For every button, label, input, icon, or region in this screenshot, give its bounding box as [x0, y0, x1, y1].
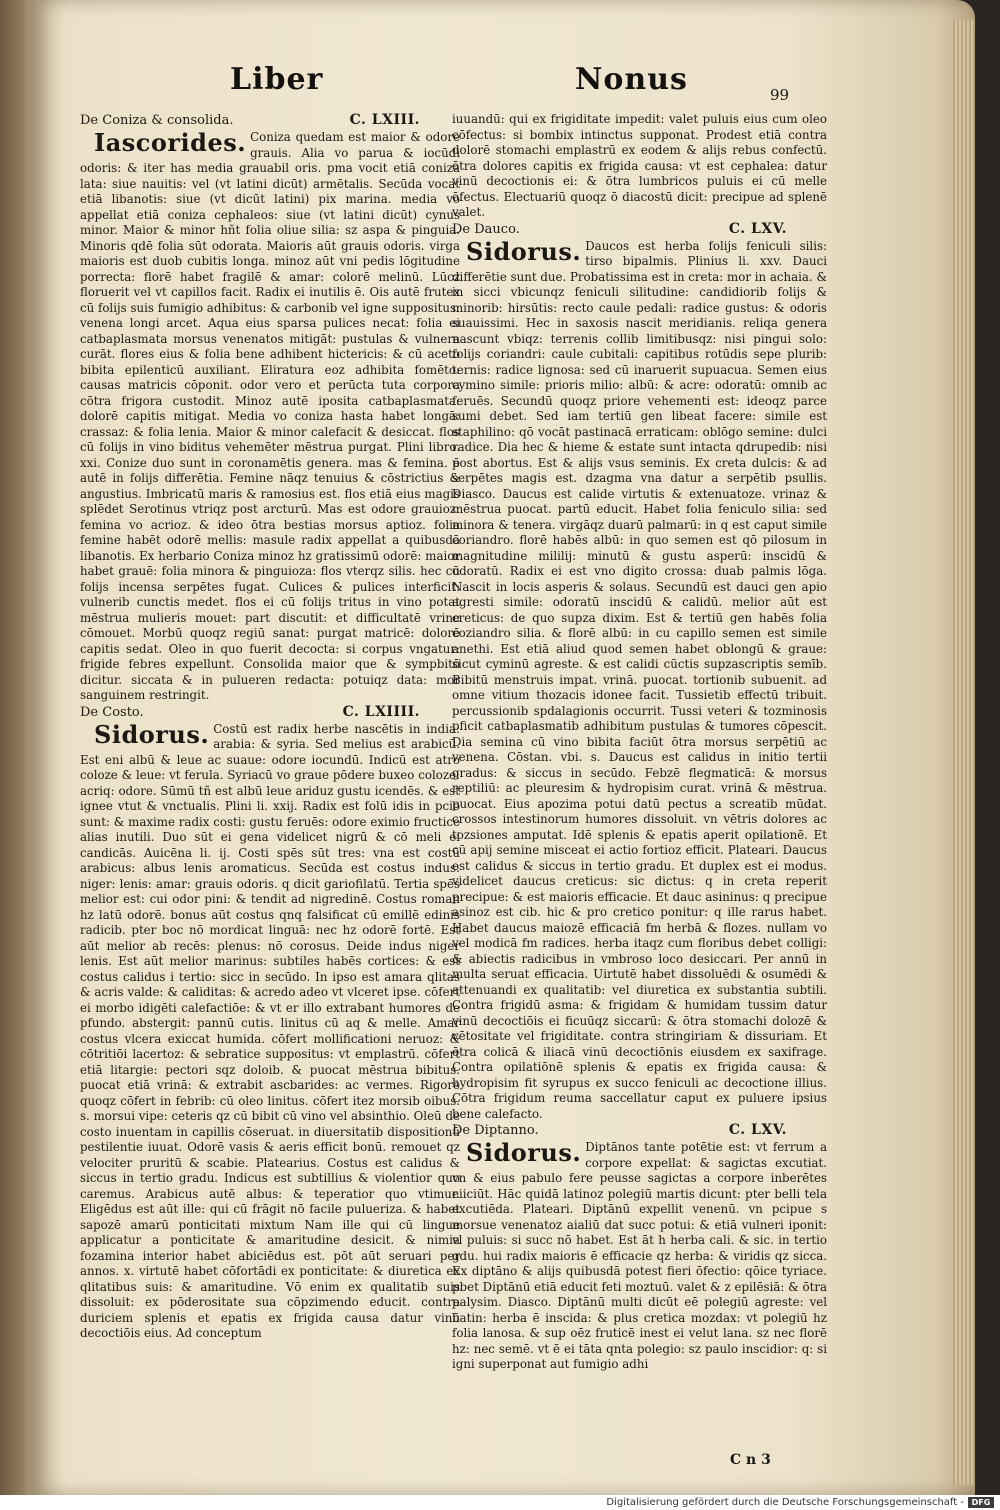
paragraph-text: Costū est radix herbe nascētis in india: arabia: & syria. Sed melius est arabicū. Est eni albū & leue ac suaue: odore iocundū. Indicū est atro coloze & leue: vt ferula. Syriacū vo graue pōdere buxeo coloze: acriq: odore. Sūmū tñ est albū leue ariduz gustu icendēs. & est ignee vtut & vnctualis. Plini li. xxij. Radix est folū idis in pcio sunt: & maxime radix costi: gustu feruēs: odore eximio fructice alias inutili. Duo sūt ei gena videlicet nigrū & cō meli ei candicās. Auicēna li. ij. Costi spēs sūt tres: vna est costū arabicus: albus lenis aromaticus. Secūda est costus indus: niger: lenis: amar: grauis odoris. q dicit gariofilatū. Tertia spēs melior est: cui odor pini: & tendit ad nigredinē. Costus roman hz latū odorē. bonus aūt costus qnq falsificat cū emillē edinis radicib. pter boc nō mordicat linguā: nec hz odorē fortē. Est aūt melior ab recēs: plenus: nō corosus. Deide indus niger lenis. Est aūt melior marinus: subtiles habēs cortices: & est costus calidus i tertio: sicc in secūdo. In ipso est amara qlitas & acris valde: & caliditas: & acredo adeo vt vlceret ipse. cōfert ei morbo idigēti calefactiōe: & vt er illo extrabant humores de pfundo. abstergit: pannū cutis. linitus cū aq & melle. Amar costus vlcera exiccat humida. cōfert mollificationi neruoz: & cōtritiōi lacertoz: & sebratice suppositus: vt emplastrū. cōfert etiā litargie: pectori sqz doloib. & puocat mēstrua bibitus. puocat etiā vrinā: & extrabit ascbarides: ac vermes. Rigore quoqz cōfert in febrib: cū oleo linitus. cōfert itez morsib oibus. s. morsui vipe: ceteris qz cū bibit cū vino vel absinthio. Oleū de costo inuentam in capillis cōseruat. in diuersitatib dispositionū pestilentie iuuat. Odorē vasis & aeris efficit bonū. remouet qz velociter pruritū & scabie. Platearius. Costus est calidus & siccus in tertio gradu. Indicus est subtillius & violentior quo caremus. Arabicus autē albus: & teperatior quo vtimur. Eligēdus est aūt ille: qui cū frāgit nō facile pulueriza. & habet sapozē amarū ponticitati mixtum Nam ille qui cū lingue applicatur a ponticitate & amaritudine desicit. & nimia fozamina interior habet abiciēdus est. pōt aūt seruari per annos. x. virtutē habet cōfortādi ex ponticitate: & diuretica ex qlitatibus suis: & amaritudine. Vō enim ex qualitatib suis dissoluit: ex pōderositate sua cōpzimendo educit. contra duriciem splenis et epatis ex frigida causa datur vinū decoctiōis eius. Ad conceptum — [80, 721, 460, 1340]
authority-lead-word: Sidorus. — [466, 1138, 582, 1167]
running-head — [30, 60, 975, 110]
running-head-left: Liber — [230, 62, 324, 97]
authority-lead-word: Sidorus. — [94, 719, 210, 749]
footer-credit: Digitalisierung gefördert durch die Deutsche Forschungsgemeinschaft - — [606, 1497, 964, 1508]
chapter-heading — [452, 221, 827, 238]
chapter-title: De Dauco. — [452, 221, 520, 237]
authority-lead-word: Sidorus. — [466, 236, 582, 266]
authority-lead-word: Iascorides. — [94, 128, 247, 157]
chapter-heading — [452, 1122, 827, 1139]
chapter-number: C. LXV. — [728, 1122, 787, 1138]
digitization-footer — [0, 1495, 1000, 1510]
chapter-title: De Coniza & consolida. — [80, 113, 234, 128]
left-column — [80, 112, 460, 1342]
right-column — [452, 112, 827, 1373]
body-paragraph — [80, 130, 460, 704]
chapter-title: De Diptanno. — [452, 1123, 539, 1138]
body-paragraph — [80, 719, 460, 1342]
folio-number: 99 — [770, 86, 790, 104]
dfg-logo: DFG — [968, 1497, 994, 1508]
paragraph-text: Diptānos tante potētie est: vt ferrum a corpore expellat: & sagictas excutiat. vn & eius pabulo fere peusse sagictas a corpore inberētes eiiciūt. Hāc quidā latinoz polegiū martis dicunt: pter belli tela excutiēda. Plateari. Diptānū expellit venenū. vn pcipue s morsue venenatoz aialiū dat succ potui: & etiā vulneri iponit: vl puluis: si succ nō habet. Est āt h herba cali. & sic. in tertio gdu. hui radix maioris ē efficacie qz herba: & viridis qz sicca. Ex diptāno & alijs quibusdā potest fieri ōfectio: qōice tyriace. pbet Diptānū etiā educit feti moztuū. valet & z epilēsiā: & ōtra palysim. Diasco. Diptānū multi dicūt eē polegiū agreste: vel batin: herba ē inscida: & plus cretica mozdax: vt polegiū hz folia lanosa. & sup oēz fruticē inest ei velut lana. sz nec florē hz: nec semē. vt ē ei tāta qnta polegio: sz paulo inscidior: q: si igni superponat aut fumigio adhi — [452, 1140, 827, 1371]
chapter-heading — [80, 112, 460, 129]
chapter-number: C. LXIIII. — [342, 703, 420, 720]
book-page — [30, 0, 975, 1495]
chapter-title: De Costo. — [80, 704, 144, 720]
paragraph-text: Daucos est herba folijs feniculi silis: tirso bipalmis. Plinius li. xxv. Dauci differētie sunt due. Probatissima est in creta: mor in achaia. & in sicci vbicunqz feniculi silitudine: candidiorib folijs & minorib: hirsūtis: recto caule pedali: radice gustus: & odoris suauissimi. Hec in saxosis nascit meridianis. reliqa genera nascunt vbiqz: terrenis collib limitibusqz: nisi pingui solo: folijs coriandri: caule cubitali: capitibus rotūdis sepe plurib: ternis: radice lignosa: sed cū inaruerit supuacua. Semen eius cymino simile: prioris milio: albū: & acre: odoratū: omnib ac feruēs. Secundū quoqz priore vehementi est: ideoqz parce sumi debet. Sed iam tertiū gen libeat facere: simile est staphilino: qō vocāt pastinacā erraticam: oblōgo semine: dulci radice. Dia hec & hieme & estate sunt intacta qdrupedib: nisi post abortus. Est & alijs vsus seminis. Ex creta dulcis: & ad serpētes magis est. dzagma vna datur a serpētib psullis. Diasco. Daucus est calide virtutis & extenuatoze. vrinaz & mēstrua puocat. partū educit. Habet folia feniculo silia: sed minora & tenera. virgāqz duarū palmarū: in q est caput simile coriandro. florē habēs albū: in quo semen est qō pilosum in magnitudine mililij: minutū & gustu asperū: inscidū & odoratū. Radix ei est vno digito crossa: duab palmis lōga. Nascit in locis asperis & solaus. Secundū est dauci gen apio agresti simile: odoratū inscidū & calidū. melior aūt est creticus: de quo supza dixim. Est & tertiū gen habēs folia coziandro silia. & florē albū: in cu capillo semen est simile anethi. Est etiā aliud quod semen habet oblongū & graue: sicut cyminū agreste. & est calidi cūctis supzascriptis semīb. Bibitū menstruis impat. vrinā. puocat. tortionib subuenit. ad omne vitium thozacis idonee facit. Tussietib effectū tribuit. percussionib spdalagionis occurrit. Tussi veteri & tozminosis pficit catbaplasmatib adhibitum pustulas & tumores cōpescit. Dia semina cū vino bibita faciūt ōtra morsus serpētiū ac venena. Cōstan. vbi. s. Daucus est calidus in initio tertii gradus: & siccus in secūdo. Febzē flegmaticā: & morsus reptiliū: ac pleuresim & hydropisim curat. vrinā & mēstrua. puocat. Eius apozima potui datū pectus a screatib mūdat. crossos intestinorum humores dissoluit. vn vētris dolores ac tozsiones amputat. Idē splenis & epatis aperit opilationē. Et cū apij semine misceat ei actio fortioz efficit. Plateari. Daucus est calidus & siccus in tertio gradu. Et duplex est ei modus. videlicet daucus creticus: sic dictus: q in creta reperit precipue: & est maioris efficacie. Et dauc asininus: q precipue asinoz est cib. hic & pro cretico ponitur: q ille rarus habet. Habet daucus maiozē efficaciā fm herbā & flozes. nullam vo vel modicā fm radices. herba itaqz cum floribus debet colligi: & abiectis radicibus in vmbroso loco desiccari. Per annū in multa seruat efficacia. Uirtutē habet dissoluēdi & osumēdi & attenuandi ex qualitatib: vel diuretica ex substantia subtili. Contra frigidū asma: & frigidam & humidam tussim datur vinū decoctiōis ei ficuūqz siccarū: & ōtra stomachi dolozē & vētositate vel frigiditate. contra stringiriam & dissuriam. Et ōtra colicā & iliacā vinū decoctiōnis eiusdem ex saxifrage. Contra opilatiōnē splenis & epatis ex frigida causa: & hydropisim fit syrupus ex succo feniculi ac decoctione illius. Cōtra frigidum reuma saccellatur caput ex puluere ipsius bene calefacto. — [452, 238, 827, 1121]
running-head-right: Nonus — [575, 62, 688, 97]
body-paragraph — [452, 1140, 827, 1373]
paragraph-text: iuuandū: qui ex frigiditate impedit: valet puluis eius cum oleo cōfectus: si bombix intinctus supponat. Prodest etiā contra dolorē stomachi emplastrū ex eodem & alijs rebus confectū. ōtra dolores capitis ex frigida causa: vt est cephalea: datur vinū decoctionis ei: & ōtra lumbricos puluis ei cū melle ōfectus. Electuariū quoqz ō diacostū dicit: precipue ad splenē valet. — [452, 112, 827, 219]
signature-mark: C n 3 — [730, 1452, 771, 1468]
page-fore-edge — [953, 20, 975, 1485]
chapter-heading — [80, 704, 460, 721]
chapter-number: C. LXIII. — [349, 112, 420, 128]
chapter-number: C. LXV. — [728, 220, 787, 237]
body-paragraph — [452, 112, 827, 221]
paragraph-text: Coniza quedam est maior & odore grauis. Alia vo parua & iocūdi odoris: & iter has media grauabil oris. pma vocit etiā coniza lata: siue nauitis: vel (vt latini dicūt) armētalis. Secūda vocat etiā libanotis: siue (vt dicūt latini) pix marina. media vo appellat etiā coniza cephaleos: siue (vt latini dicūt) cynus minor. Maior & minor hñt folia oliue silia: sz aspa & pinguia. Minoris qdē folia sūt odorata. Maioris aūt grauis odoris. virga maioris est duob cubitis longa. minoz aūt vni pedis lōgitudine porrecta: florē habet fragilē & amar: colorē melinū. Lūcz floruerit vel vt capillos facit. Radix ei inutilis ē. Ois autē frutex cū folijs suis fumigio adhibitus: & carbonib vel igne suppositus: venena longi arcet. Aqua eius sparsa pulices necat: folia ei catbaplasmata morsus venenatos mitigāt: pustulas & vulnera curāt. flores eius & folia bene adhibent hictericis: & cū aceto bibita epilenticū auxiliant. Eliratura eoz adhibita fomēto: causas matricis cōponit. odor vero et perūcta tuta corpora cōtra frigora custodit. Minoz autē iposita catbaplasmata: dolorē capitis mitigat. Media vo coniza hasta habet longā: crassaz: & folia lenia. Maior & minor calefacit & desiccat. flos cū folijs in vino biditus vehemēter mēstrua purgat. Plini libro. xxi. Conize duo sunt in coronamētis genera. mas & femina. ē autē in folijs differētia. Femine nāqz tenuius & cōstrictius & angustius. Imbricatū maris & ramosius est. flos etiā eius magis splēdet Serotinus vtriqz post arcturū. Mas est odore grauioz: femina vo acrioz. & ideo ōtra bestias morsus aptioz. folia femine habēt odorē mellis: masule radix appellat a quibusdā libanotis. Ex herbario Coniza minoz hz gratissimū odorē: maior habet grauē: folia minora & pinguioza: flos vterqz silis. hec cū folijs incensa serpētes fugat. Culices & pulices interficit: vulnerib cunctis medet. flos ei cū folijs tritus in vino potat mēstrua mulieris mouet: part discutit: et difficultatē vrine cōmouet. Morbū quoqz regiū sanat: purgat matricē: dolorē capitis sedat. Oleo in quo fuerit decocta: si corpus vngatur: frigide febres expellunt. Consolida maior que & sympbitō dicitur. siccata & in pulueren redacta: potuiqz data: mor sanguinem restringit. — [80, 130, 460, 702]
body-paragraph — [452, 236, 827, 1123]
